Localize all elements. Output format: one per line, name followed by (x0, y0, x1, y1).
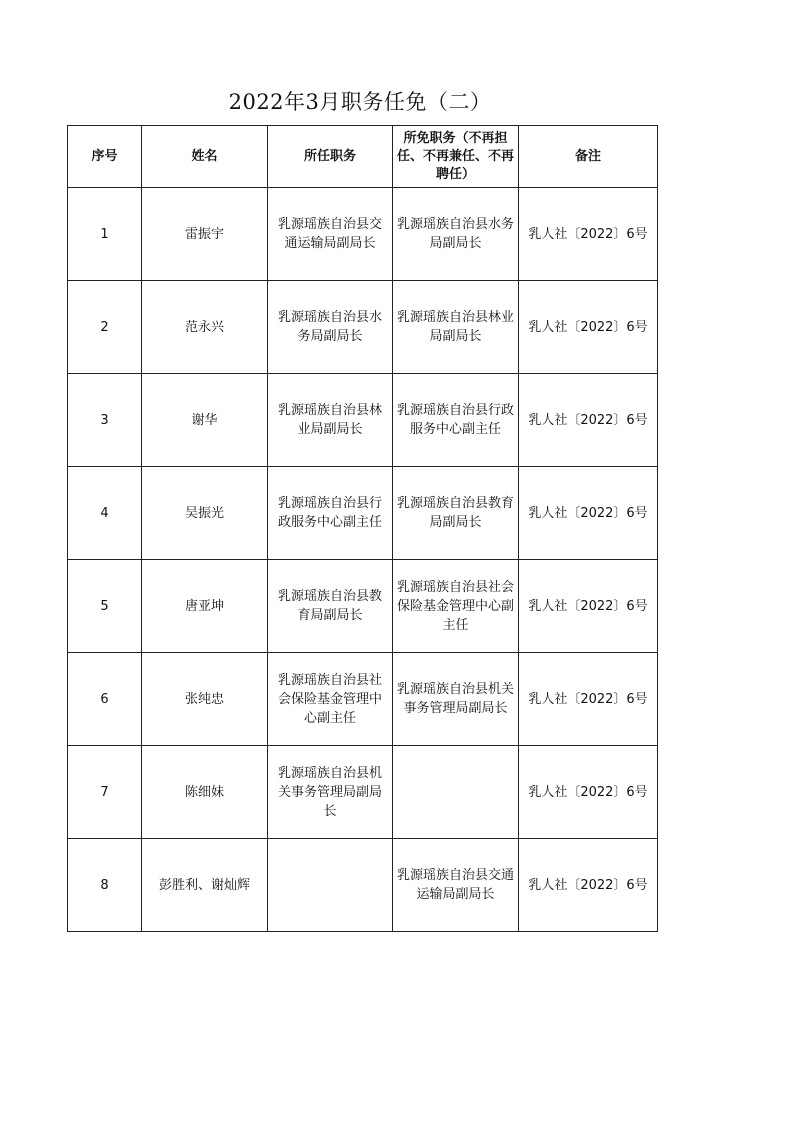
cell-note: 乳人社〔2022〕6号 (519, 839, 658, 932)
document-title: 2022年3月职务任免（二） (228, 90, 492, 114)
cell-removed (393, 746, 519, 839)
cell-removed: 乳源瑶族自治县机关事务管理局副局长 (393, 653, 519, 746)
cell-name: 吴振光 (142, 467, 268, 560)
table-row (68, 281, 658, 374)
table-row (68, 467, 658, 560)
cell-removed: 乳源瑶族自治县行政服务中心副主任 (393, 374, 519, 467)
cell-name: 彭胜利、谢灿辉 (142, 839, 268, 932)
table-row (68, 374, 658, 467)
cell-appointed: 乳源瑶族自治县教育局副局长 (268, 560, 393, 653)
table-row (68, 746, 658, 839)
cell-appointed: 乳源瑶族自治县水务局副局长 (268, 281, 393, 374)
cell-name: 张纯忠 (142, 653, 268, 746)
cell-name: 雷振宇 (142, 188, 268, 281)
header-removed: 所免职务（不再担任、不再兼任、不再聘任） (393, 126, 519, 188)
cell-note: 乳人社〔2022〕6号 (519, 653, 658, 746)
cell-removed: 乳源瑶族自治县林业局副局长 (393, 281, 519, 374)
cell-index: 8 (68, 839, 142, 932)
table-row (68, 839, 658, 932)
cell-note: 乳人社〔2022〕6号 (519, 746, 658, 839)
cell-note: 乳人社〔2022〕6号 (519, 374, 658, 467)
cell-removed: 乳源瑶族自治县交通运输局副局长 (393, 839, 519, 932)
cell-index: 2 (68, 281, 142, 374)
table-row (68, 188, 658, 281)
cell-index: 6 (68, 653, 142, 746)
cell-appointed: 乳源瑶族自治县机关事务管理局副局长 (268, 746, 393, 839)
header-appointed: 所任职务 (268, 126, 393, 188)
cell-removed: 乳源瑶族自治县水务局副局长 (393, 188, 519, 281)
cell-appointed: 乳源瑶族自治县社会保险基金管理中心副主任 (268, 653, 393, 746)
cell-note: 乳人社〔2022〕6号 (519, 281, 658, 374)
header-name: 姓名 (142, 126, 268, 188)
cell-appointed: 乳源瑶族自治县行政服务中心副主任 (268, 467, 393, 560)
cell-index: 7 (68, 746, 142, 839)
table-row (68, 560, 658, 653)
cell-name: 陈细妹 (142, 746, 268, 839)
cell-note: 乳人社〔2022〕6号 (519, 188, 658, 281)
header-note: 备注 (519, 126, 658, 188)
cell-appointed (268, 839, 393, 932)
cell-removed: 乳源瑶族自治县社会保险基金管理中心副主任 (393, 560, 519, 653)
cell-index: 5 (68, 560, 142, 653)
cell-index: 1 (68, 188, 142, 281)
cell-index: 4 (68, 467, 142, 560)
cell-name: 范永兴 (142, 281, 268, 374)
cell-appointed: 乳源瑶族自治县交通运输局副局长 (268, 188, 393, 281)
header-row (68, 126, 658, 188)
cell-appointed: 乳源瑶族自治县林业局副局长 (268, 374, 393, 467)
cell-note: 乳人社〔2022〕6号 (519, 560, 658, 653)
cell-name: 唐亚坤 (142, 560, 268, 653)
cell-name: 谢华 (142, 374, 268, 467)
appointment-table (67, 125, 658, 932)
cell-index: 3 (68, 374, 142, 467)
header-index: 序号 (68, 126, 142, 188)
cell-removed: 乳源瑶族自治县教育局副局长 (393, 467, 519, 560)
table-row (68, 653, 658, 746)
cell-note: 乳人社〔2022〕6号 (519, 467, 658, 560)
